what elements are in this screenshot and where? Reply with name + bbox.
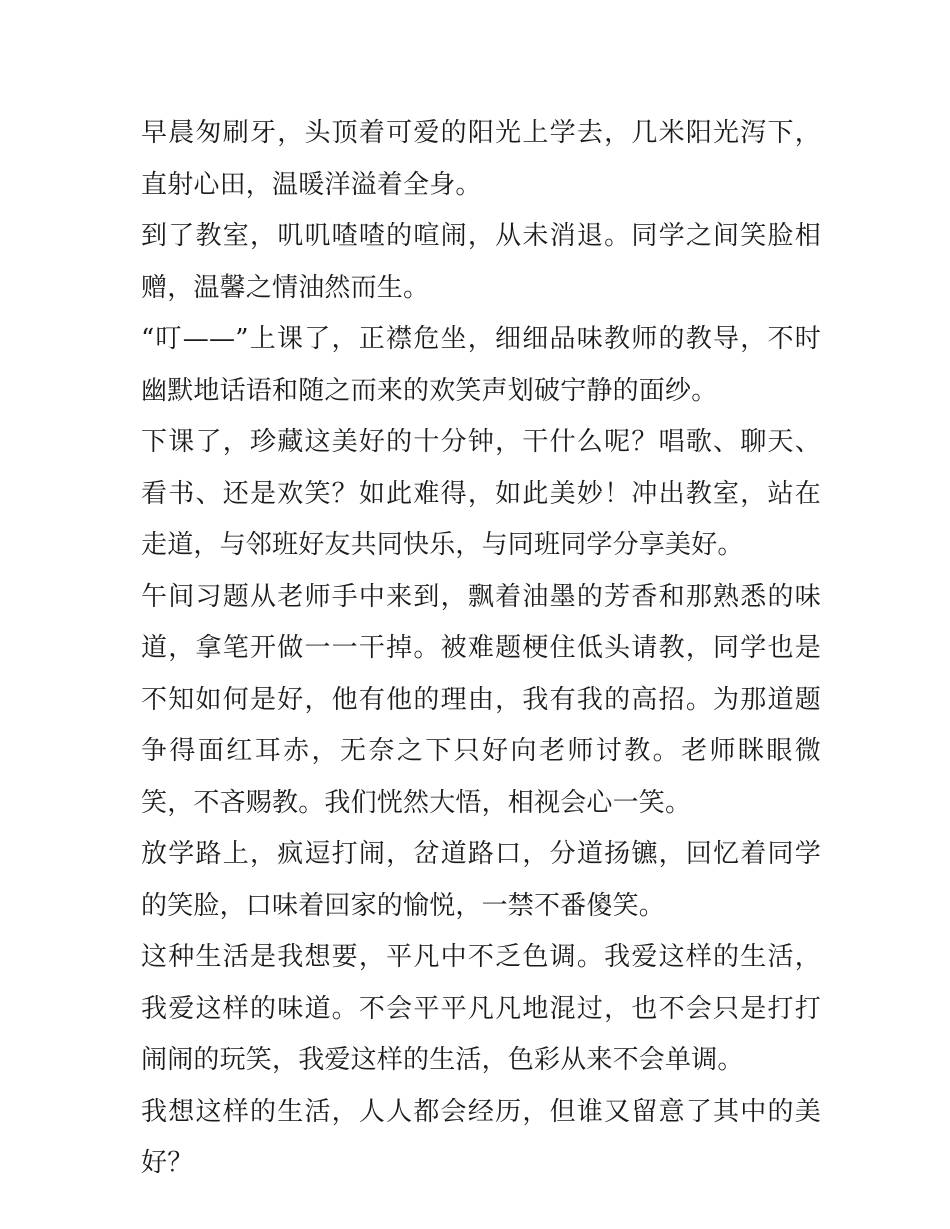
paragraph-noon-exercises: 午间习题从老师手中来到，飘着油墨的芳香和那熟悉的味道，拿笔开做一一干掉。被难题梗住低头请教，同学也是不知如何是好，他有他的理由，我有我的高招。为那道题争得面红耳赤，无奈之下只好向老师讨教。老师眯眼微笑，不吝赐教。我们恍然大悟，相视会心一笑。 [141, 581, 821, 818]
paragraph-after-school: 放学路上，疯逗打闹，岔道路口，分道扬镳，回忆着同学的笑脸，口味着回家的愉悦，一禁不番傻笑。 [141, 839, 821, 921]
paragraph-class-begins: “叮——”上课了，正襟危坐，细细品味教师的教导，不时幽默地话语和随之而来的欢笑声划破宁静的面纱。 [141, 324, 821, 406]
paragraph-classroom: 到了教室，叽叽喳喳的喧闹，从未消退。同学之间笑脸相赠，温馨之情油然而生。 [141, 221, 821, 303]
paragraph-morning: 早晨匆刷牙，头顶着可爱的阳光上学去，几米阳光泻下，直射心田，温暖洋溢着全身。 [141, 118, 821, 200]
paragraph-closing: 我想这样的生活，人人都会经历，但谁又留意了其中的美好？ [141, 1096, 821, 1178]
paragraph-this-life: 这种生活是我想要，平凡中不乏色调。我爱这样的生活，我爱这样的味道。不会平平凡凡地混过，也不会只是打打闹闹的玩笑，我爱这样的生活，色彩从来不会单调。 [141, 942, 821, 1075]
paragraph-break-time: 下课了，珍藏这美好的十分钟，干什么呢？唱歌、聊天、看书、还是欢笑？如此难得，如此美妙！冲出教室，站在走道，与邻班好友共同快乐，与同班同学分享美好。 [141, 427, 821, 560]
essay-body [141, 108, 821, 1190]
